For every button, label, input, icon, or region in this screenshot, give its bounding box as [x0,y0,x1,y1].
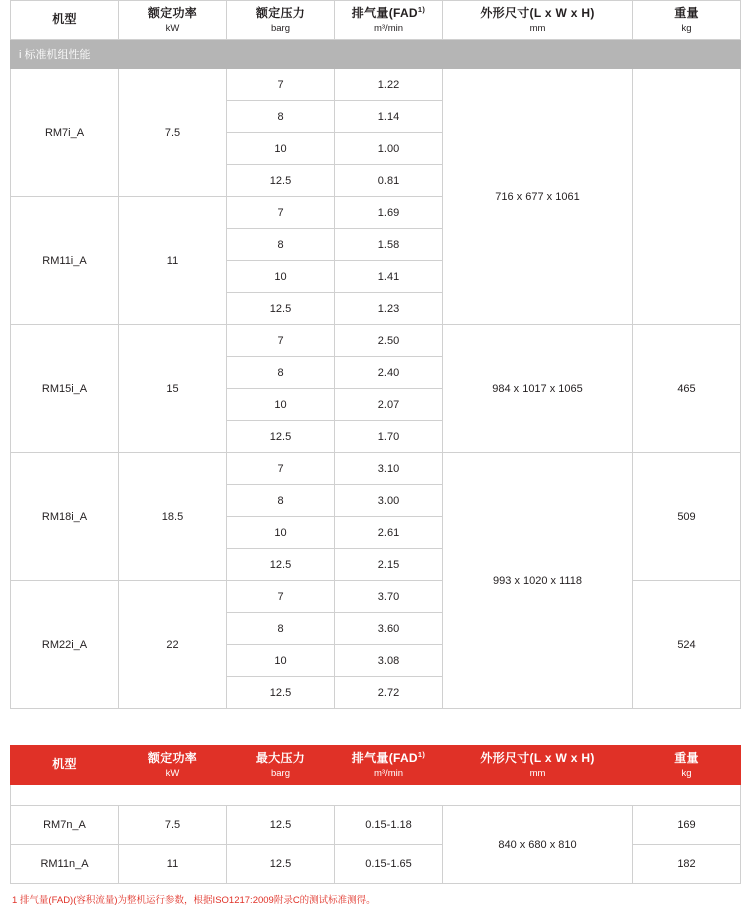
cell-dimension: 840 x 680 x 810 [443,806,633,884]
cell-model: RM7i_A [11,69,119,197]
header-max-pressure-label: 最大压力 [255,750,306,765]
cell-model: RM22i_A [11,581,119,709]
cell-fad: 1.41 [335,261,443,293]
header-fad-label: 排气量(FAD$^{1)}$ [351,5,426,21]
header-cell-max-pressure [227,746,335,785]
header-cell-weight [633,1,741,40]
table-row [11,453,741,485]
cell-power: 18.5 [119,453,227,581]
cell-max-pressure: 12.5 [227,806,335,845]
header-cell-weight [633,746,741,785]
cell-power: 7.5 [119,806,227,845]
header-dimension-unit: mm [529,767,546,779]
cell-weight [633,69,741,325]
table-row [11,69,741,101]
header-power-label: 额定功率 [147,5,198,20]
table-row [11,325,741,357]
cell-weight: 182 [633,845,741,884]
cell-pressure: 10 [227,261,335,293]
cell-fad: 2.40 [335,357,443,389]
header-power-unit: kW [165,22,180,34]
header-pressure-label: 额定压力 [255,5,306,20]
cell-fad: 1.22 [335,69,443,101]
cell-fad: 2.15 [335,549,443,581]
table1-section-band-label: i 标准机组性能 [11,40,741,69]
header-fad-unit: m³/min [373,23,404,35]
cell-pressure: 12.5 [227,421,335,453]
table2-section-band [11,785,741,806]
cell-pressure: 8 [227,101,335,133]
header-cell-dimension [443,1,633,40]
cell-pressure: 12.5 [227,293,335,325]
table2-section-band-label: n 标准机组性能 [11,785,741,806]
cell-pressure: 8 [227,485,335,517]
table1-body [11,40,741,709]
header-dimension-label: 外形尺寸(L x W x H) [480,750,595,765]
cell-pressure: 8 [227,357,335,389]
cell-pressure: 12.5 [227,549,335,581]
cell-dimension: 993 x 1020 x 1118 [443,453,633,709]
header-pressure-unit: barg [270,22,290,34]
header-cell-power [119,746,227,785]
header-weight-unit: kg [681,767,692,779]
table1-header [11,1,741,40]
cell-fad: 1.23 [335,293,443,325]
header-cell-pressure [227,1,335,40]
table-row [11,806,741,845]
cell-fad: 3.70 [335,581,443,613]
table2-body [11,785,741,884]
cell-fad: 2.50 [335,325,443,357]
cell-power: 15 [119,325,227,453]
cell-model: RM15i_A [11,325,119,453]
header-fad-label: 排气量(FAD$^{1)}$ [351,750,426,766]
cell-pressure: 7 [227,325,335,357]
cell-fad: 1.00 [335,133,443,165]
cell-dimension: 984 x 1017 x 1065 [443,325,633,453]
cell-fad: 0.15-1.65 [335,845,443,884]
cell-model: RM11i_A [11,197,119,325]
header-cell-model [11,746,119,785]
header-cell-fad [335,1,443,40]
cell-fad: 1.58 [335,229,443,261]
cell-fad: 3.60 [335,613,443,645]
header-cell-model [11,1,119,40]
cell-fad: 1.70 [335,421,443,453]
cell-pressure: 8 [227,229,335,261]
header-cell-fad [335,746,443,785]
header-dimension-unit: mm [529,22,546,34]
cell-weight: 509 [633,453,741,581]
header-max-pressure-unit: barg [270,767,290,779]
cell-fad: 3.00 [335,485,443,517]
footnote-text: 1 排气量(FAD)(容积流量)为整机运行参数，根据ISO1217:2009附录C的测试标准测得。 [12,895,376,906]
header-model-label: 机型 [52,11,77,26]
cell-pressure: 10 [227,645,335,677]
header-weight-label: 重量 [674,750,699,765]
table2-header-row [11,746,741,785]
cell-power: 7.5 [119,69,227,197]
cell-fad: 2.07 [335,389,443,421]
table1-header-row [11,1,741,40]
header-power-label: 额定功率 [147,750,198,765]
cell-pressure: 10 [227,517,335,549]
cell-weight: 465 [633,325,741,453]
cell-pressure: 12.5 [227,677,335,709]
header-fad-unit: m³/min [373,768,404,780]
table1-section-band [11,40,741,69]
header-power-unit: kW [165,767,180,779]
cell-fad: 3.10 [335,453,443,485]
cell-pressure: 7 [227,69,335,101]
cell-power: 11 [119,197,227,325]
cell-pressure: 7 [227,581,335,613]
cell-pressure: 10 [227,389,335,421]
cell-model: RM18i_A [11,453,119,581]
cell-dimension: 716 x 677 x 1061 [443,69,633,325]
cell-weight: 524 [633,581,741,709]
cell-weight: 169 [633,806,741,845]
table2-header [11,746,741,785]
cell-power: 22 [119,581,227,709]
cell-fad: 3.08 [335,645,443,677]
cell-pressure: 7 [227,453,335,485]
cell-pressure: 12.5 [227,165,335,197]
header-weight-label: 重量 [674,5,699,20]
header-dimension-label: 外形尺寸(L x W x H) [480,5,595,20]
cell-model: RM11n_A [11,845,119,884]
header-model-label: 机型 [52,756,77,771]
header-cell-power [119,1,227,40]
cell-fad: 0.81 [335,165,443,197]
cell-pressure: 7 [227,197,335,229]
cell-max-pressure: 12.5 [227,845,335,884]
cell-model: RM7n_A [11,806,119,845]
cell-fad: 1.69 [335,197,443,229]
cell-power: 11 [119,845,227,884]
cell-fad: 2.72 [335,677,443,709]
n-series-spec-table [10,745,741,884]
cell-fad: 2.61 [335,517,443,549]
cell-fad: 1.14 [335,101,443,133]
table-gap-spacer [10,709,740,745]
cell-pressure: 10 [227,133,335,165]
header-cell-dimension [443,746,633,785]
cell-pressure: 8 [227,613,335,645]
i-series-spec-table [10,0,741,709]
header-weight-unit: kg [681,22,692,34]
cell-fad: 0.15-1.18 [335,806,443,845]
